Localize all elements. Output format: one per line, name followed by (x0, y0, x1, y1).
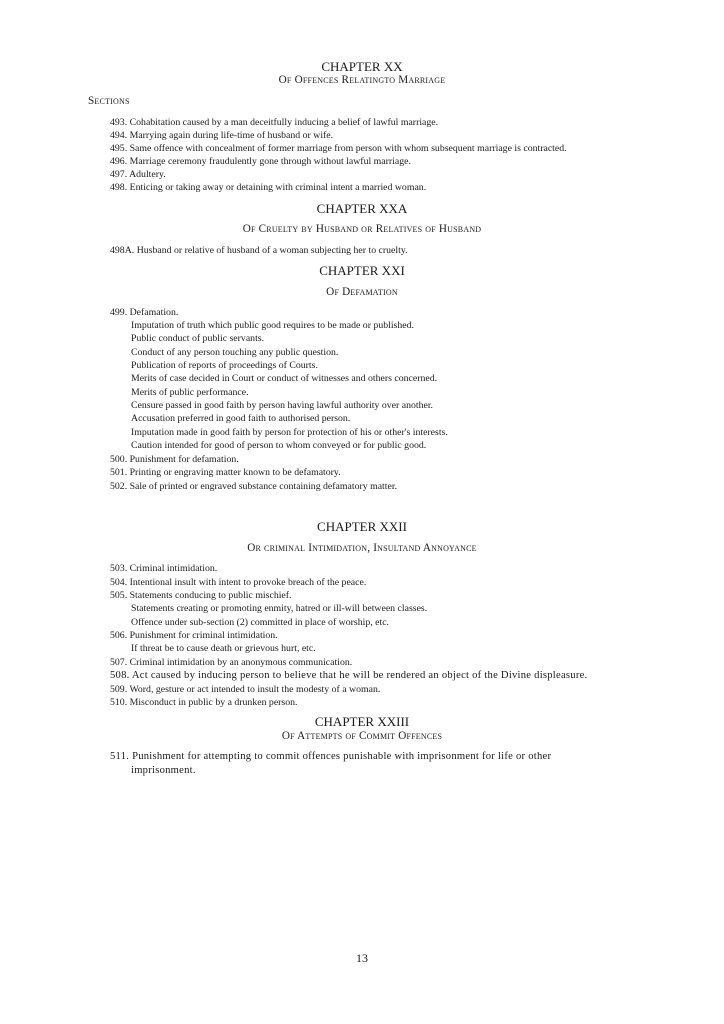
sub-entry: Caution intended for good of person to whom conveyed or for public good. (131, 440, 427, 451)
section-text: Cohabitation caused by a man deceitfully inducing a belief of lawful marriage. (129, 117, 439, 128)
section-text: Word, gesture or act intended to insult the modesty of a woman. (129, 684, 381, 695)
section-text: Statements conducing to public mischief. (129, 590, 292, 601)
section-entry (110, 630, 278, 642)
section-number: 507. (110, 657, 128, 668)
section-number: 497. (110, 169, 128, 180)
section-text: Punishment for defamation. (129, 454, 239, 465)
sub-entry: Offence under sub-section (2) committed in place of worship, etc. (131, 617, 389, 628)
section-number: 504. (110, 577, 128, 588)
section-number: 494. (110, 130, 128, 141)
chapter-title: CHAPTER XXI (319, 263, 405, 278)
section-number: 501. (110, 467, 128, 478)
section-entry (110, 563, 217, 575)
chapter-title: CHAPTER XXA (316, 201, 408, 216)
section-text: Husband or relative of husband of a woman subjecting her to cruelty. (136, 245, 408, 256)
section-entry (110, 590, 292, 602)
section-text: Misconduct in public by a drunken person. (129, 697, 298, 708)
sub-entry: Imputation made in good faith by person for protection of his or other's interests. (131, 427, 448, 438)
sub-entry: Conduct of any person touching any public question. (131, 347, 339, 358)
sections-label: Sections (88, 95, 130, 107)
section-entry (110, 130, 333, 142)
sub-entry: Censure passed in good faith by person having lawful authority over another. (131, 400, 434, 411)
section-entry (110, 117, 438, 129)
chapter-title: CHAPTER XX (321, 59, 403, 74)
section-text: Enticing or taking away or detaining with criminal intent a married woman. (129, 182, 427, 193)
section-number: 506. (110, 630, 128, 641)
section-number: 503. (110, 563, 128, 574)
sub-entry: Merits of case decided in Court or conduct of witnesses and others concerned. (131, 373, 438, 384)
section-number: 505. (110, 590, 128, 601)
section-entry (110, 307, 178, 319)
page-number: 13 (356, 951, 368, 965)
sub-entry: Publication of reports of proceedings of Courts. (131, 360, 318, 371)
section-number: 508. (110, 670, 130, 681)
section-entry (110, 697, 298, 709)
section-text: Marrying again during life-time of husband or wife. (129, 130, 334, 141)
section-text: Intentional insult with intent to provoke breach of the peace. (129, 577, 367, 588)
section-entry (110, 657, 352, 669)
section-entry (110, 751, 551, 763)
section-number: 502. (110, 481, 128, 492)
section-text: Printing or engraving matter known to be defamatory. (129, 467, 341, 478)
section-number: 498. (110, 182, 128, 193)
section-number: 500. (110, 454, 128, 465)
section-text: Act caused by inducing person to believe that he will be rendered an object of the Divine displeasure. (131, 670, 588, 681)
section-entry (110, 670, 587, 682)
section-text: Marriage ceremony fraudulently gone through without lawful marriage. (129, 156, 411, 167)
section-number: 495. (110, 143, 128, 154)
section-text: Adultery. (129, 169, 166, 180)
chapter-title: CHAPTER XXII (317, 519, 407, 534)
section-entry (110, 684, 380, 696)
section-text: Criminal intimidation. (129, 563, 218, 574)
section-text: Defamation. (129, 307, 179, 318)
sub-entry: Accusation preferred in good faith to authorised person. (131, 413, 351, 424)
section-number: 499. (110, 307, 128, 318)
chapter-subtitle: Of Cruelty by Husband or Relatives of Husband (242, 223, 482, 235)
sub-entry: Merits of public performance. (131, 387, 249, 398)
sub-entry: Statements creating or promoting enmity, hatred or ill-will between classes. (131, 603, 428, 614)
section-number: 509. (110, 684, 128, 695)
section-entry (110, 156, 411, 168)
chapter-subtitle: Or criminal Intimidation, Insultand Annoyance (247, 542, 477, 554)
section-text: Punishment for criminal intimidation. (129, 630, 278, 641)
section-text: Sale of printed or engraved substance containing defamatory matter. (129, 481, 398, 492)
sub-entry: imprisonment. (131, 765, 196, 776)
section-text: Punishment for attempting to commit offences punishable with imprisonment for life or other (132, 751, 552, 762)
chapter-subtitle: Of Defamation (326, 286, 398, 298)
chapter-subtitle: Of Offences Relatingto Marriage (278, 74, 446, 86)
section-number: 496. (110, 156, 128, 167)
section-entry (110, 467, 341, 479)
section-number: 498A. (110, 245, 135, 256)
section-entry (110, 169, 166, 181)
section-entry (110, 481, 397, 493)
sub-entry: If threat be to cause death or grievous hurt, etc. (131, 643, 316, 654)
section-number: 510. (110, 697, 128, 708)
section-number: 511. (110, 751, 130, 762)
section-text: Same offence with concealment of former marriage from person with whom subsequent marriage is contracted. (129, 143, 567, 154)
sub-entry: Imputation of truth which public good requires to be made or published. (131, 320, 414, 331)
section-entry (110, 182, 426, 194)
chapter-subtitle: Of Attempts of Commit Offences (281, 730, 443, 742)
section-number: 493. (110, 117, 128, 128)
section-entry (110, 143, 567, 155)
section-entry (110, 577, 366, 589)
section-text: Criminal intimidation by an anonymous communication. (129, 657, 353, 668)
chapter-title: CHAPTER XXIII (314, 714, 410, 729)
section-entry (110, 454, 239, 466)
sub-entry: Public conduct of public servants. (131, 333, 265, 344)
section-entry (110, 245, 408, 257)
